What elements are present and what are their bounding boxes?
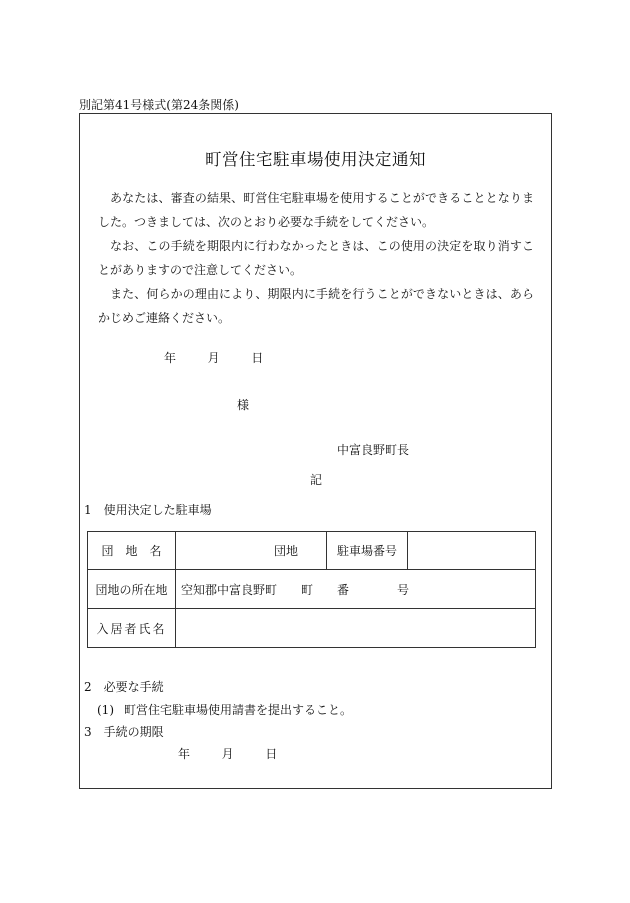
issue-date	[164, 349, 263, 366]
resident-name-label: 入居者氏名	[88, 609, 176, 648]
deadline-year: 年	[178, 747, 191, 761]
procedure-item-text: 町営住宅駐車場使用請書を提出すること。	[124, 703, 353, 717]
complex-address-label: 団地の所在地	[88, 570, 176, 609]
complex-name-suffix: 団地	[274, 544, 299, 558]
document-title: 町営住宅駐車場使用決定通知	[205, 150, 426, 169]
section-2-number: 2	[84, 680, 92, 694]
parking-number-label: 駐車場番号	[327, 532, 408, 570]
address-cho: 町	[301, 582, 314, 597]
address-go: 号	[397, 582, 410, 597]
procedure-item-number: (1)	[97, 703, 114, 717]
notice-frame	[79, 113, 552, 789]
parking-info-table	[87, 531, 536, 648]
table-row	[88, 609, 536, 648]
notice-body	[98, 186, 534, 330]
ki-marker: 記	[310, 473, 323, 487]
section-1-heading	[84, 501, 212, 518]
table-row	[88, 532, 536, 570]
issue-date-day: 日	[251, 351, 264, 365]
section-1-number: 1	[84, 503, 92, 517]
parking-number-value	[408, 532, 536, 570]
required-procedure-item	[97, 701, 352, 718]
section-1-title: 使用決定した駐車場	[103, 503, 212, 517]
section-3-number: 3	[84, 725, 92, 739]
resident-name-value	[176, 609, 536, 648]
section-2-title: 必要な手続	[103, 680, 164, 694]
addressee-suffix: 様	[237, 398, 250, 412]
table-row	[88, 570, 536, 609]
body-paragraph-2: なお、この手続を期限内に行わなかったときは、この使用の決定を取り消すことがありますので注意してください。	[98, 239, 534, 277]
complex-name-cell	[176, 532, 327, 570]
section-2-heading	[84, 678, 164, 695]
issue-date-year: 年	[164, 351, 177, 365]
complex-address-cell	[176, 570, 536, 609]
section-3-heading	[84, 723, 164, 740]
body-paragraph-1: あなたは、審査の結果、町営住宅駐車場を使用することができることとなりました。つきましては、次のとおり必要な手続をしてください。	[98, 191, 534, 229]
address-prefix: 空知郡中富良野町	[181, 582, 278, 597]
issuer-name: 中富良野町長	[337, 443, 410, 457]
issue-date-month: 月	[207, 351, 220, 365]
complex-name-label: 団 地 名	[88, 532, 176, 570]
body-paragraph-3: また、何らかの理由により、期限内に手続を行うことができないときは、あらかじめご連絡ください。	[98, 287, 534, 325]
form-number-label: 別記第41号様式(第24条関係)	[79, 98, 239, 112]
deadline-day: 日	[265, 747, 278, 761]
deadline-month: 月	[221, 747, 234, 761]
section-3-title: 手続の期限	[103, 725, 164, 739]
address-ban: 番	[337, 582, 350, 597]
deadline-date	[178, 745, 277, 762]
